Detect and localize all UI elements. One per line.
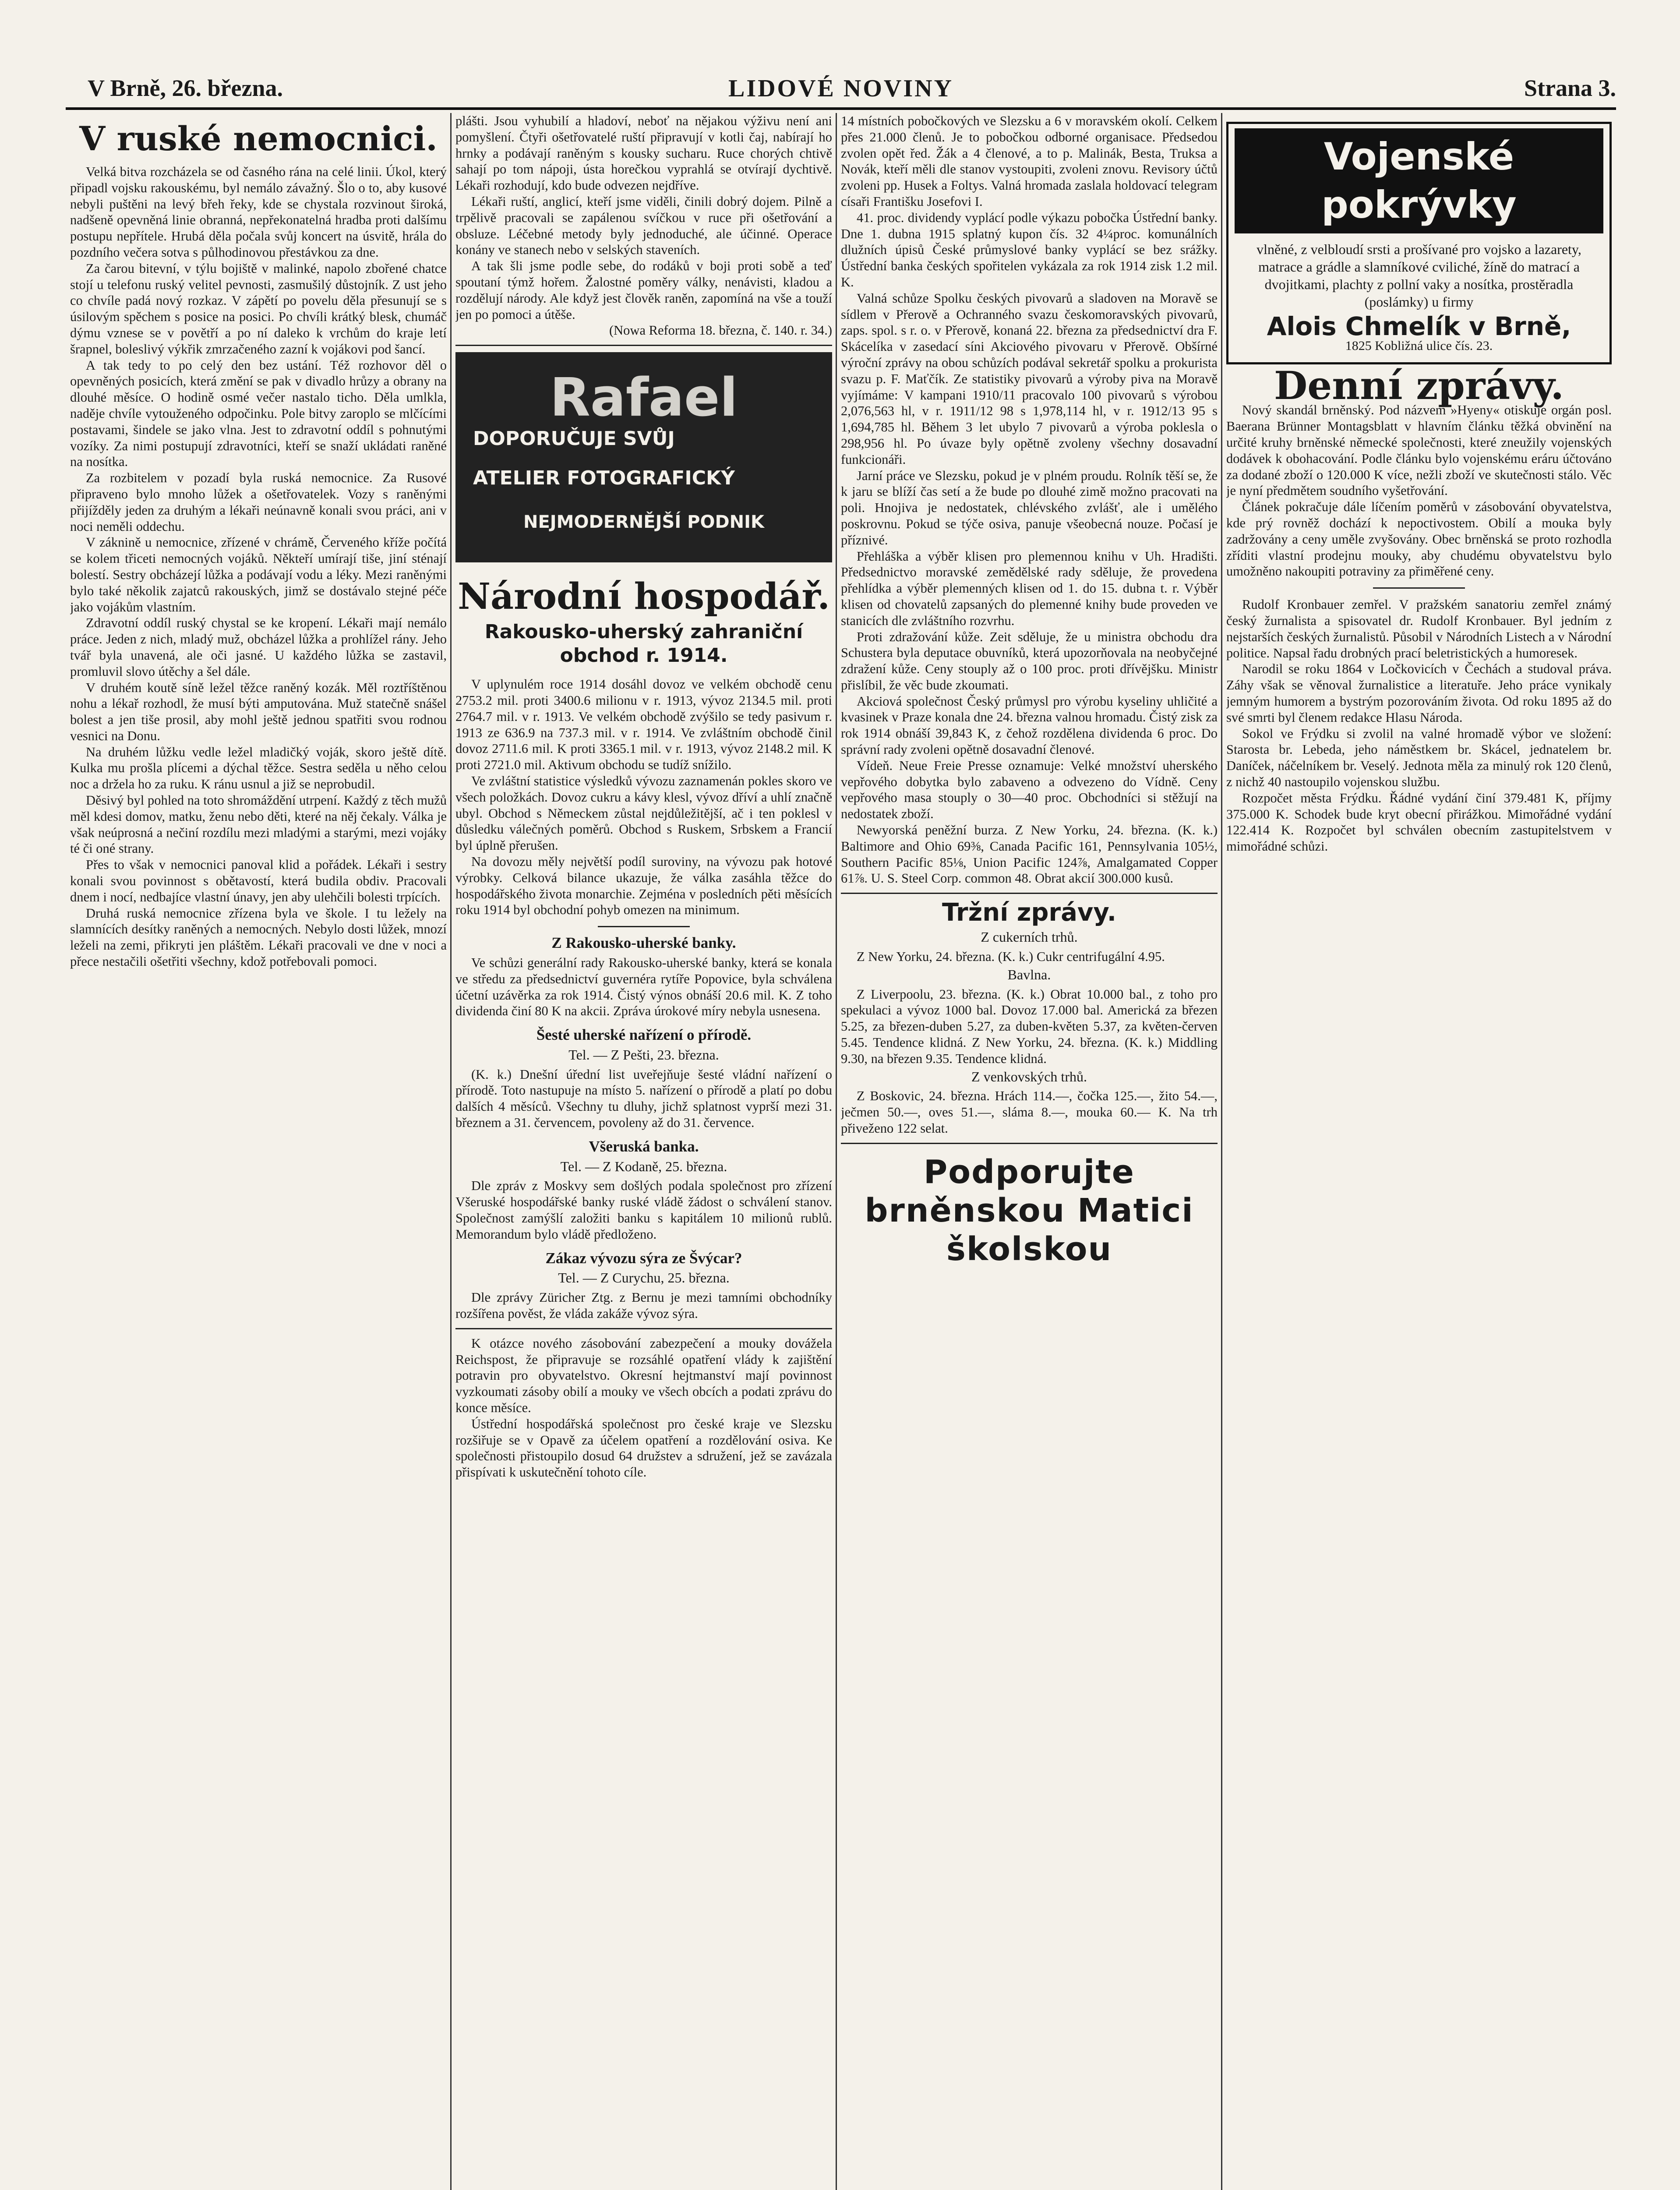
paragraph: Z Liverpoolu, 23. března. (K. k.) Obrat 10.000 bal., z toho pro spekulaci a vývoz 1000 bal. Dovoz 17.000 bal. Americká za březen 5.25, za březen-duben 5.27, za duben-květen 5.37, za květen-červen 5.45. Tendence klidná. Z New Yorku, 24. března. (K. k.) Middling 9.30, na březen 9.35. Tendence klidná. <box>841 986 1218 1066</box>
paragraph: A tak tedy to po celý den bez ustání. Též rozhovor děl o opevněných posicích, která změní se pak v divadlo hrůzy a obrany na dlouhé měsíce. O hodině osmé večer nastalo ticho. Děla umlkla, naděje chvíle vytouženého odpočinku. Pole bitvy zaroplo se mlčícími postavami, šindele se jako vlna. Jest to zdravotní oddíl s pohnutými vozíky. Za nimi postupují zdravotníci, kteří se snaží ukládati raněné na nosítka. <box>70 357 447 470</box>
paragraph: plášti. Jsou vyhubilí a hladoví, neboť na nějakou výživu není ani pomyšlení. Čtyři ošetřovatelé ruští připravují v kotli čaj, nabírají ho hrnky a podávají raněným s kousky sucharu. Ruce chorých chtivě sahají po tom nápoji, ústa horečkou vyprahlá se otvírají dychtivě. Lékaři rozhodují, kdo bude odvezen nejdříve. <box>455 113 832 193</box>
paragraph: Sokol ve Frýdku si zvolil na valné hromadě výbor ve složení: Starosta br. Lebeda, jeho náměstkem br. Skácel, jednatelem br. Daníček, náčelníkem br. Veselý. Jednota měla za minulý rok 120 členů, z nichž 40 nastoupilo vojenskou službu. <box>1226 726 1612 789</box>
header-rule <box>66 107 1616 110</box>
divider <box>1373 587 1465 589</box>
paragraph: Dle zprávy Züricher Ztg. z Bernu je mezi tamními obchodníky rozšířena pověst, že vláda zakáže vývoz sýra. <box>455 1290 832 1321</box>
paragraph: Přehláška a výběr klisen pro plemennou knihu v Uh. Hradišti. Předsednictvo moravské zemědělské rady sděluje, že provedena přehlídka a výběr plemenných klisen od 1. do 15. dubna t. r. Výběr klisen od chovatelů zapsaných do plemenné knihy bude proveden ve stanicích dle zvláštního rozvrhu. <box>841 548 1218 628</box>
paragraph: V uplynulém roce 1914 dosáhl dovoz ve velkém obchodě cenu 2753.2 mil. proti 3400.6 milionu v r. 1913, vývoz 2134.5 mil. proti 2764.7 mil. v r. 1913. Ve velkém obchodě zvýšilo se tedy pasivum r. 1913 ze 636.9 na 737.3 mil. v r. 1914. Ve zvláštním obchodě činil dovoz 2711.6 mil. K proti 3365.1 mil. v r. 1913, vývoz 2148.2 mil. K proti 2721.0 mil. Aktivum obchodu se tudíž snížilo. <box>455 677 832 773</box>
paragraph: Nový skandál brněnský. Pod názvem »Hyeny« otiskuje orgán posl. Baerana Brünner Montagsblatt v hlavním článku těžká obvinění na určité kruhy brněnské německé společnosti, které zneužily vojenských dodávek k obohacování. Podle článku bylo vojenskému eráru účtováno za dodané zboží o 120.000 K více, nežli zboží ve skutečnosti stálo. Věc je nyní předmětem soudního vyšetřování. <box>1226 403 1612 498</box>
column-4 <box>1226 113 1612 2190</box>
subheading: Bavlna. <box>1007 966 1051 982</box>
divider <box>841 1143 1218 1144</box>
paragraph: Velká bitva rozcházela se od časného rána na celé linii. Úkol, který připadl vojsku rakouskému, byl nemálo závažný. Šlo o to, aby kusové nebyli puštěni na levý břeh řeky, kde se chystala rozvinout široká, nadšeně opevněná linie obranná, nepřekonatelná hradba proti dalšímu postupu nepřítele. Hrubá děla počala svůj koncert na úsvitě, hrála do pozdního večera sotva s půlhodinovou přestávkou za dne. <box>70 164 447 260</box>
ad-company: Alois Chmelík v Brně, <box>1267 311 1571 341</box>
section-subtitle: Rakousko-uherský zahraniční obchod r. 1914. <box>484 621 803 667</box>
paragraph: Jarní práce ve Slezsku, pokud je v plném proudu. Rolník těší se, že k jaru se blíží čas setí a že bude po dlouhé zimě možno pracovati na poli. Hnojiva je nedostatek, chlévského zvlášť, ale i umělého poskrovnu. Pokud se týče osiva, panuje všeobecná nouze. Počasí je příznivé. <box>841 468 1218 548</box>
divider <box>455 1328 832 1329</box>
dateline: Tel. — Z Curychu, 25. března. <box>558 1270 730 1286</box>
paragraph: Z New Yorku, 24. března. (K. k.) Cukr centrifugální 4.95. <box>857 949 1165 964</box>
ad-line: ATELIER FOTOGRAFICKÝ <box>473 467 735 490</box>
paragraph: 14 místních pobočkových ve Slezsku a 6 v moravském okolí. Celkem přes 21.000 členů. Je to pobočkou odborné organisace. Předsedou zvolen opět řed. Žák a 4 členové, a to p. Malinák, Besta, Truksa a Novák, kteří měli dle stanov vystoupiti, zvoleni znovu. Revisory účtů zvoleni pp. Husek a Foltys. Valná hromada zaslala holdovací telegram císaři Františku Josefovi I. <box>841 113 1218 209</box>
page-number: Strana 3. <box>1524 75 1616 101</box>
divider <box>455 345 832 346</box>
page-header <box>66 74 1616 105</box>
paragraph: Děsivý byl pohled na toto shromáždění utrpení. Každý z těch mužů měl kdesi domov, matku, ženu nebo děti, které na něj čekaly. Válka je však neúprosná a nečiní rozdílu mezi mladými a starými, mezi vojáky té či oné strany. <box>70 793 447 856</box>
paragraph: Na druhém lůžku vedle ležel mladičký voják, skoro ještě dítě. Kulka mu prošla plícemi a dýchal těžce. Sestra seděla u něho celou noc a držela ho za ruku. K ránu usnul a již se neprobudil. <box>70 744 447 792</box>
article-title: V ruské nemocnici. <box>79 119 438 158</box>
paragraph: Rozpočet města Frýdku. Řádné vydání činí 379.481 K, příjmy 375.000 K. Schodek bude kryt obecní přirážkou. Mimořádné vydání 122.414 K. Rozpočet byl schválen obecním zastupitelstvem v mimořádné schůzi. <box>1226 790 1612 854</box>
subheading: Z Rakousko-uherské banky. <box>551 934 736 952</box>
paragraph: Ve schůzi generální rady Rakousko-uherské banky, která se konala ve středu za předsednictví guvernéra rytíře Popovice, byla schválena účetní uzávěrka za rok 1914. Čistý výnos obnáší 20.6 mil. K. Z toho dividenda činí 80 K na akcii. Zpráva úrokové míry nebyla usnesena. <box>455 955 832 1019</box>
subheading: Šesté uherské nařízení o přírodě. <box>536 1026 752 1044</box>
subheading: Zákaz vývozu sýra ze Švýcar? <box>545 1249 742 1267</box>
paragraph: Článek pokračuje dále líčením poměrů v zásobování obyvatelstva, kde prý rovněž dochází k nepoctivostem. Obilí a mouka byly zadržovány a ceny uměle zvyšovány. Obec brněnská se proto rozhodla zříditi vlastní prodejnu mouky, aby chudému obyvatelstvu bylo umožněno nakoupiti potraviny za přiměřené ceny. <box>1226 499 1612 579</box>
paragraph: Lékaři ruští, anglicí, kteří jsme viděli, činili dobrý dojem. Pilně a trpělivě pracovali se zapálenou svíčkou v ruce při ošetřování a obsluze. Léčebné metody byly jednoduché, ale účinné. Operace konány ve stanech nebo v selských staveních. <box>455 194 832 258</box>
divider <box>841 893 1218 894</box>
ad-title: Vojenské pokrývky <box>1235 128 1603 233</box>
dateline: Tel. — Z Kodaně, 25. března. <box>560 1158 727 1174</box>
paragraph: Dle zpráv z Moskvy sem došlých podala společnost pro zřízení Všeruské hospodářské banky ruské vládě žádost o schválení stanov. Společnost zamýšlí založiti banku s kapitálem 10 milionů rublů. Memorandum bylo vládě předloženo. <box>455 1178 832 1242</box>
paragraph: Rudolf Kronbauer zemřel. V pražském sanatoriu zemřel známý český žurnalista a spisovatel dr. Rudolf Kronbauer. Byl jedním z nejstarších českých žurnalistů. Působil v Národních Listech a v Národní politice. Napsal řadu drobných prací beletristických a humoresek. <box>1226 597 1612 661</box>
blanket-ad <box>1226 122 1612 364</box>
paragraph: Z Boskovic, 24. března. Hrách 114.—, čočka 125.—, žito 54.—, ječmen 50.—, oves 51.—, sláma 8.—, mouka 60.— K. Na trh přiveženo 122 selat. <box>841 1088 1218 1136</box>
paragraph: V záknině u nemocnice, zřízené v chrámě, Červeného kříže počítá se kolem třiceti nemocných vojáků. Někteří umírají tiše, jiní sténají bolestí. Sestry obcházejí lůžka a podávají vodu a léky. Mezi raněnými bylo také několik zajatců rakouských, jimž se dostávalo stejné péče jako vojákům vlastním. <box>70 535 447 615</box>
column-1 <box>70 113 447 2190</box>
paragraph: K otázce nového zásobování zabezpečení a mouky dovážela Reichspost, že připravuje se rozsáhlé opatření vlády k zajištění potravin pro obyvatelstvo. Okresní hejtmanství mají povinnost vyzkoumati zásoby obilí a mouky ve všech obcích a podati zprávu do konce měsíce. <box>455 1335 832 1416</box>
header-date: V Brně, 26. března. <box>88 75 283 101</box>
paragraph: Narodil se roku 1864 v Ločkovicích v Čechách a studoval práva. Záhy však se věnoval žurnalistice a literatuře. Jeho práce vynikaly jemným humorem a bystrým pozorováním života. Od roku 1895 až do své smrti byl členem redakce Hlasu Národa. <box>1226 661 1612 725</box>
column-divider <box>450 113 452 2190</box>
section-title: Národní hospodář. <box>458 576 830 618</box>
paragraph: Za čarou bitevní, v týlu bojiště v malinké, napolo zbořené chatce stojí u telefonu ruský velitel pevnosti, zasmušilý důstojník. Z ust jeho co chvíle padá nový rozkaz. V zápětí po povelu děla přesunují se s úsilovým spěchem s posice na posici. Po chvíli krátký blesk, chumáč dýmu vznese se v povětří a po ní daleko k vrchům do kraje letí šrapnel, boleslivý výkřik zmrzačeného zazní k vojákovi pod šancí. <box>70 261 447 357</box>
paragraph: Za rozbitelem v pozadí byla ruská nemocnice. Za Rusové připraveno bylo mnoho lůžek a ošetřovatelek. Vozy s raněnými přijížděly jeden za druhým a lékaři neúnavně konali svou práci, ani v noci neměli oddechu. <box>70 470 447 534</box>
paragraph: (K. k.) Dnešní úřední list uveřejňuje šesté vládní nařízení o přírodě. Toto nastupuje na místo 5. nařízení o přírodě a platí po dobu dalších 4 měsíců. Všechny tu dluhy, jichž splatnost vyprší mezi 31. březnem a 31. červencem, povoleny až do 31. července. <box>455 1067 832 1130</box>
section-title: Tržní zprávy. <box>942 898 1117 927</box>
paragraph: Akciová společnost Český průmysl pro výrobu kyseliny uhličité a kvasinek v Praze konala dne 24. března valnou hromadu. Čistý zisk za rok 1914 obnáší 39,843 K, z čehož rozdělena dividenda 6 proc. Do správní rady zvoleni opětně dosavadní členové. <box>841 693 1218 757</box>
paragraph: Druhá ruská nemocnice zřízena byla ve škole. I tu ležely na slamnících desítky raněných a nemocných. Nebylo dosti lůžek, mnozí leželi na zemi, přikryti jen pláštěm. Lékaři pracovali ve dne v noci a přece nestačili ošetřiti všechny, kdož potřebovali pomoci. <box>70 905 447 969</box>
paragraph: Ve zvláštní statistice výsledků vývozu zaznamenán pokles skoro ve všech položkách. Dovoz cukru a kávy klesl, vývoz dříví a uhlí značně ubyl. Obchod s Německem zůstal nejdůležitější, ač i ten poklesl v důsledku válečných poměrů. Obchod s Ruskem, Srbskem a Francií byl úplně přerušen. <box>455 773 832 853</box>
section-title: Denní zprávy. <box>1274 362 1564 408</box>
paragraph: Ústřední hospodářská společnost pro české kraje ve Slezsku rozšiřuje se v Opavě za účelem opatření a rozdělování osiva. Ke společnosti přistoupilo dosud 64 družstev a sdružení, jež se zavázala přispívati k uskutečnění tohoto cíle. <box>455 1416 832 1480</box>
subheading: Všeruská banka. <box>589 1137 699 1155</box>
paragraph: Valná schůze Spolku českých pivovarů a sladoven na Moravě se sídlem v Přerově a Ochranného svazu českomoravských pivovarů, zaps. spol. s r. o. v Přerově, konaná 22. března za předsednictví dra F. Skácelíka v zasedací síni Akciového pivovaru v Přerově. Obšírné výroční zprávy na obou schůzích podával sekretář spolku a prokurista svazu p. F. Maťčík. Ze statistiky pivovarů a výroby piva na Moravě vyjímáme: V kampani 1910/11 pracovalo 100 pivovarů s výrobou 2,076,563 hl, v r. 1911/12 98 s 1,978,114 hl, v r. 1912/13 95 s 1,694,785 hl. Během 3 let ubylo 7 pivovarů a výroba poklesla o 298,956 hl. Po úvaze byly opětně zvoleny všechny dosavadní funkcionáři. <box>841 290 1218 467</box>
paragraph: Proti zdražování kůže. Zeit sděluje, že u ministra obchodu dra Schustera byla deputace obuvníků, která upozorňovala na neobyčejné zdražení kůže. Ceny stouply až o 100 proc. proti dřívějšku. Ministr přislíbil, že věc bude zkoumati. <box>841 629 1218 692</box>
ad-line: DOPORUČUJE SVŮJ <box>473 427 675 450</box>
paragraph: Vídeň. Neue Freie Presse oznamuje: Velké množství uherského vepřového dobytka bylo zabaveno a odvezeno do Vídně. Ceny vepřového masa stouply o 30—40 proc. Obchodníci si stěžují na nedostatek zboží. <box>841 758 1218 822</box>
paragraph: 41. proc. dividendy vyplácí podle výkazu pobočka Ústřední banky. Dne 1. dubna 1915 splatný kupon čís. 32 4¼proc. komunálních dlužních úpisů České průmyslové banky vyplácí se bez srážky. Ústřední banka českých spořitelen vykázala za rok 1914 zisk 1.2 mil. K. <box>841 210 1218 290</box>
paragraph: Přes to však v nemocnici panoval klid a pořádek. Lékaři i sestry konali svou povinnost s obětavostí, která budila obdiv. Pracovali dnem i nocí, nedbajíce vlastní únavy, jen aby ulehčili bolesti trpících. <box>70 857 447 904</box>
ad-brand: Rafael <box>550 367 738 429</box>
ad-line: NEJMODERNĚJŠÍ PODNIK <box>523 512 764 533</box>
paragraph: A tak šli jsme podle sebe, do rodáků v boji proti sobě a teď spoutaní týmž hořem. Žalostné poměry války, nenávisti, kladou a rozdělují národy. Ale když jest člověk raněn, zapomíná na vše a touží jen po pomoci a útěše. <box>455 258 832 322</box>
photo-studio-ad <box>455 352 832 562</box>
column-divider <box>1221 113 1222 2190</box>
paragraph: Zdravotní oddíl ruský chystal se ke kropení. Lékaři mají nemálo práce. Jeden z nich, mladý muž, obcházel lůžka a prohlížel rány. Jeho tvář byla unavená, ale oči jasné. U každého lůžka se zastavil, promluvil slovo útěchy a šel dále. <box>70 615 447 679</box>
subheading: Z venkovských trhů. <box>971 1068 1087 1084</box>
ad-address: 1825 Kobližná ulice čís. 23. <box>1345 338 1493 353</box>
column-2 <box>455 113 832 2190</box>
dateline: Tel. — Z Pešti, 23. března. <box>568 1046 719 1063</box>
newspaper-title: LIDOVÉ NOVINY <box>728 75 954 102</box>
paragraph: V druhém koutě síně ležel těžce raněný kozák. Měl roztříštěnou nohu a lékař rozhodl, že musí býti amputována. Muž statečně snášel bolest a jen tiše prosil, aby mohl ještě jednou spatřiti svou rodnou vesnici na Donu. <box>70 680 447 743</box>
article-source: (Nowa Reforma 18. března, č. 140. r. 34.) <box>609 323 832 338</box>
column-3 <box>841 113 1218 2190</box>
column-divider <box>836 113 837 2190</box>
paragraph: Newyorská peněžní burza. Z New Yorku, 24. března. (K. k.) Baltimore and Ohio 69⅜, Canada Pacific 161, Pennsylvania 105½, Southern Pacific 85⅛, Union Pacific 124⅞, Amalgamated Copper 61⅞. U. S. Steel Corp. common 48. Obrat akcií 300.000 kusů. <box>841 823 1218 886</box>
divider <box>598 926 690 927</box>
subheading: Z cukerních trhů. <box>981 929 1078 945</box>
promo-banner: Podporujte brněnskou Matici školskou <box>865 1153 1194 1268</box>
paragraph: Na dovozu měly největší podíl suroviny, na vývozu pak hotové výrobky. Celková bilance ukazuje, že válka zasáhla těžce do hospodářského života monarchie. Zejména v posledních pěti měsících roku 1914 byl obchodní pohyb omezen na minimum. <box>455 854 832 918</box>
ad-body: vlněné, z velbloudí srsti a prošívané pro vojsko a lazarety, matrace a grádle a slamníkové cviliché, žíně do matrací a dvojitkami, plachty z pollní vaky a nosítka, prostěradla (poslámky) u firmy <box>1256 241 1581 310</box>
